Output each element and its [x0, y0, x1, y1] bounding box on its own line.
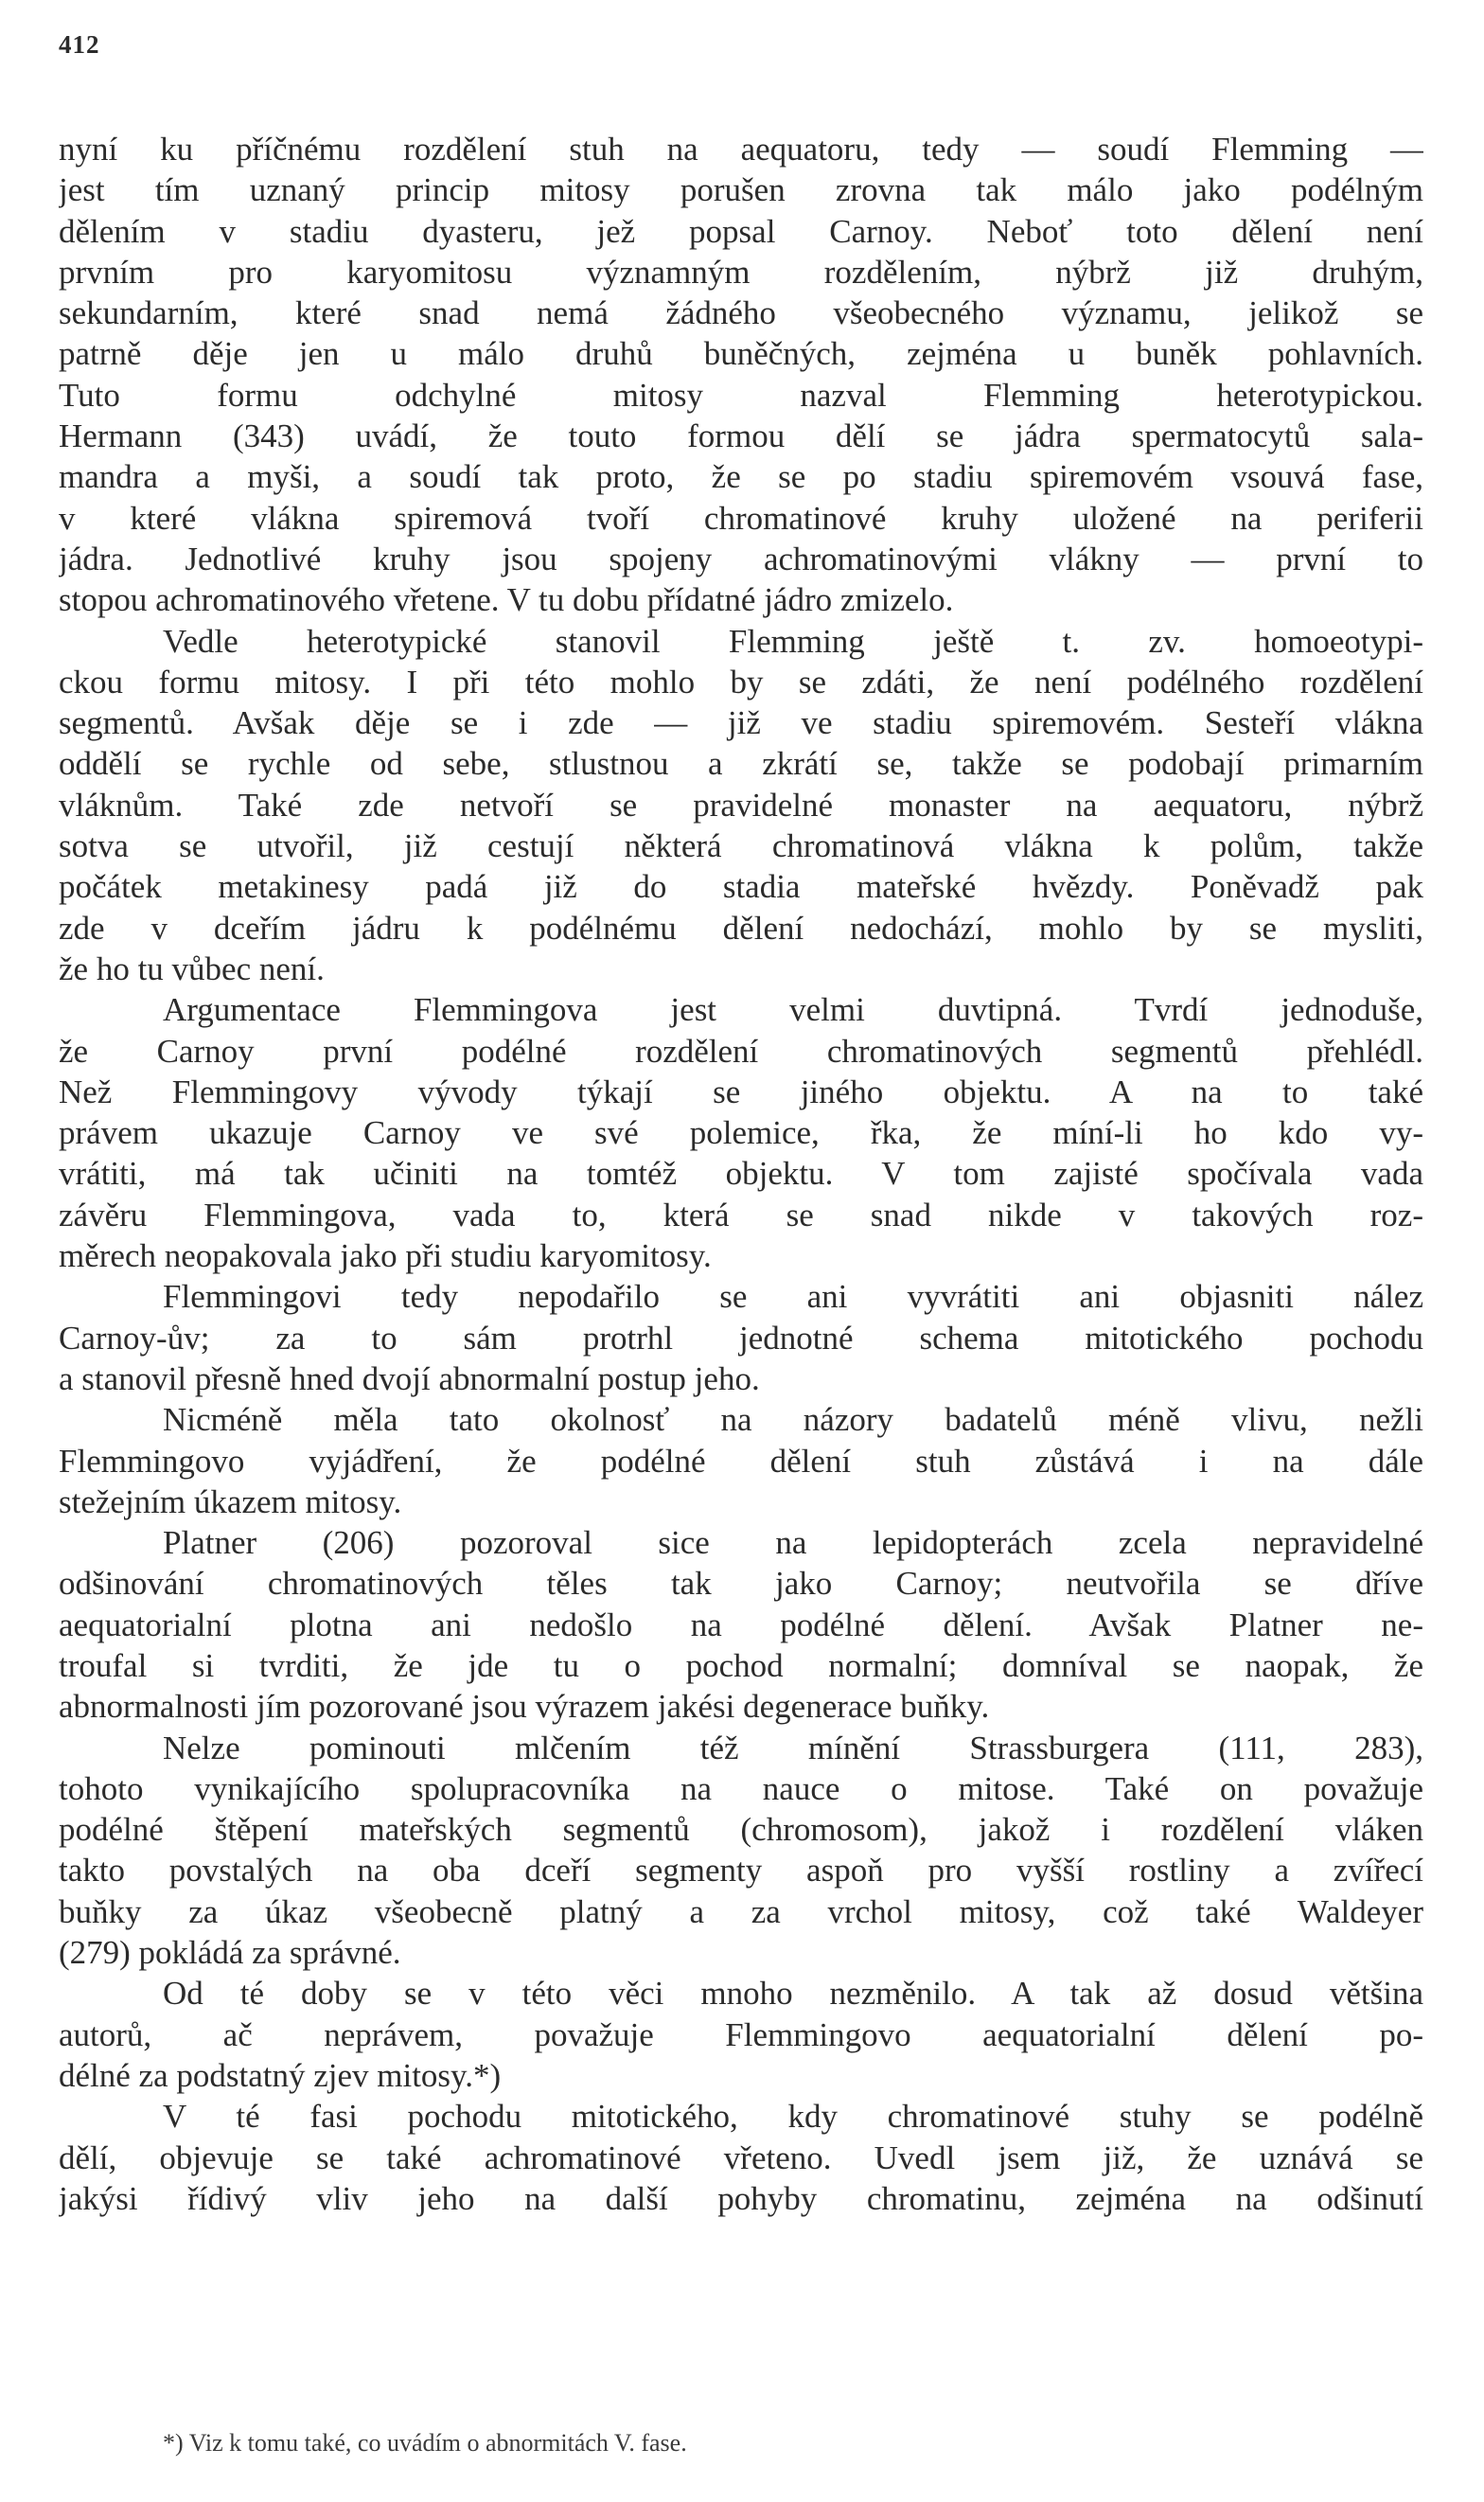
- text-line: jakýsi řídivý vliv jeho na další pohyby chromatinu, zejména na odšinutí: [59, 2179, 1423, 2217]
- text-line: že ho tu vůbec není.: [59, 949, 325, 987]
- text-line: mandra a myši, a soudí tak proto, že se po stadiu spiremovém vsouvá fase,: [59, 458, 1423, 496]
- page-number: 412: [59, 30, 100, 59]
- text-line: že Carnoy první podélné rozdělení chromatinových segmentů přehlédl.: [59, 1032, 1423, 1070]
- text-line: podélné štěpení mateřských segmentů (chromosom), jakož i rozdělení vláken: [59, 1811, 1423, 1849]
- text-line: Argumentace Flemmingova jest velmi duvtipná. Tvrdí jednoduše,: [163, 991, 1423, 1029]
- text-line: počátek metakinesy padá již do stadia mateřské hvězdy. Poněvadž pak: [59, 868, 1423, 906]
- text-line: právem ukazuje Carnoy ve své polemice, řka, že míní-li ho kdo vy-: [59, 1114, 1423, 1152]
- text-line: Carnoy-ův; za to sám protrhl jednotné schema mitotického pochodu: [59, 1319, 1423, 1357]
- text-line: zde v dceřím jádru k podélnému dělení nedochází, mohlo by se mysliti,: [59, 909, 1423, 947]
- text-line: (279) pokládá za správné.: [59, 1934, 401, 1972]
- footnote: *) Viz k tomu také, co uvádím o abnormitách V. fase.: [163, 2429, 687, 2457]
- text-line: měrech neopakovala jako při studiu karyomitosy.: [59, 1237, 712, 1275]
- text-line: segmentů. Avšak děje se i zde — již ve stadiu spiremovém. Sesteří vlákna: [59, 704, 1423, 742]
- text-line: takto povstalých na oba dceří segmenty aspoň pro vyšší rostliny a zvířecí: [59, 1852, 1423, 1890]
- text-line: odšinování chromatinových těles tak jako Carnoy; neutvořila se dříve: [59, 1565, 1423, 1603]
- text-line: nyní ku příčnému rozdělení stuh na aequatoru, tedy — soudí Flemming —: [59, 131, 1423, 168]
- text-line: dělí, objevuje se také achromatinové vřeteno. Uvedl jsem již, že uznává se: [59, 2138, 1423, 2176]
- text-line: Tuto formu odchylné mitosy nazval Flemming heterotypickou.: [59, 376, 1423, 414]
- text-line: aequatorialní plotna ani nedošlo na podélné dělení. Avšak Platner ne-: [59, 1606, 1423, 1643]
- text-line: V té fasi pochodu mitotického, kdy chromatinové stuhy se podélně: [163, 2098, 1423, 2136]
- text-line: Platner (206) pozoroval sice na lepidopterách zcela nepravidelné: [163, 1524, 1423, 1562]
- text-line: vláknům. Také zde netvoří se pravidelné monaster na aequatoru, nýbrž: [59, 786, 1423, 824]
- text-line: autorů, ač neprávem, považuje Flemmingovo aequatorialní dělení po-: [59, 2015, 1423, 2053]
- text-line: závěru Flemmingova, vada to, která se snad nikde v takových roz-: [59, 1196, 1423, 1233]
- text-line: abnormalnosti jím pozorované jsou výrazem jakési degenerace buňky.: [59, 1688, 990, 1726]
- text-line: oddělí se rychle od sebe, stlustnou a zkrátí se, takže se podobají primarním: [59, 745, 1423, 783]
- text-line: Hermann (343) uvádí, že touto formou dělí se jádra spermatocytů sala-: [59, 417, 1423, 455]
- text-line: sotva se utvořil, již cestují některá chromatinová vlákna k polům, takže: [59, 827, 1423, 865]
- text-line: jest tím uznaný princip mitosy porušen zrovna tak málo jako podélným: [59, 171, 1423, 209]
- text-line: Flemmingovo vyjádření, že podélné dělení stuh zůstává i na dále: [59, 1442, 1423, 1480]
- text-line: stežejním úkazem mitosy.: [59, 1482, 402, 1520]
- text-line: stopou achromatinového vřetene. V tu dobu přídatné jádro zmizelo.: [59, 581, 954, 619]
- text-line: vrátiti, má tak učiniti na tomtéž objektu. V tom zajisté spočívala vada: [59, 1155, 1423, 1193]
- text-line: délné za podstatný zjev mitosy.*): [59, 2056, 502, 2094]
- text-line: Vedle heterotypické stanovil Flemming ještě t. zv. homoeotypi-: [163, 622, 1423, 660]
- text-line: v které vlákna spiremová tvoří chromatinové kruhy uložené na periferii: [59, 499, 1423, 537]
- text-line: Od té doby se v této věci mnoho nezměnilo. A tak až dosud většina: [163, 1975, 1423, 2013]
- text-line: sekundarním, které snad nemá žádného všeobecného významu, jelikož se: [59, 294, 1423, 332]
- text-line: Než Flemmingovy vývody týkají se jiného objektu. A na to také: [59, 1073, 1423, 1110]
- body-text: [59, 129, 1423, 2219]
- text-line: troufal si tvrditi, že jde tu o pochod normalní; domníval se naopak, že: [59, 1646, 1423, 1684]
- text-line: Flemmingovi tedy nepodařilo se ani vyvrátiti ani objasniti nález: [163, 1278, 1423, 1316]
- text-line: jádra. Jednotlivé kruhy jsou spojeny achromatinovými vlákny — první to: [59, 540, 1423, 577]
- text-line: patrně děje jen u málo druhů buněčných, zejména u buněk pohlavních.: [59, 335, 1423, 373]
- text-line: Nelze pominouti mlčením též mínění Strassburgera (111, 283),: [163, 1729, 1423, 1766]
- text-line: ckou formu mitosy. I při této mohlo by se zdáti, že není podélného rozdělení: [59, 663, 1423, 701]
- text-line: dělením v stadiu dyasteru, jež popsal Carnoy. Neboť toto dělení není: [59, 212, 1423, 250]
- text-line: prvním pro karyomitosu významným rozdělením, nýbrž již druhým,: [59, 253, 1423, 291]
- text-line: buňky za úkaz všeobecně platný a za vrchol mitosy, což také Waldeyer: [59, 1892, 1423, 1930]
- text-line: a stanovil přesně hned dvojí abnormalní postup jeho.: [59, 1359, 760, 1397]
- text-line: Nicméně měla tato okolnosť na názory badatelů méně vlivu, nežli: [163, 1401, 1423, 1439]
- text-line: tohoto vynikajícího spolupracovníka na nauce o mitose. Také on považuje: [59, 1769, 1423, 1807]
